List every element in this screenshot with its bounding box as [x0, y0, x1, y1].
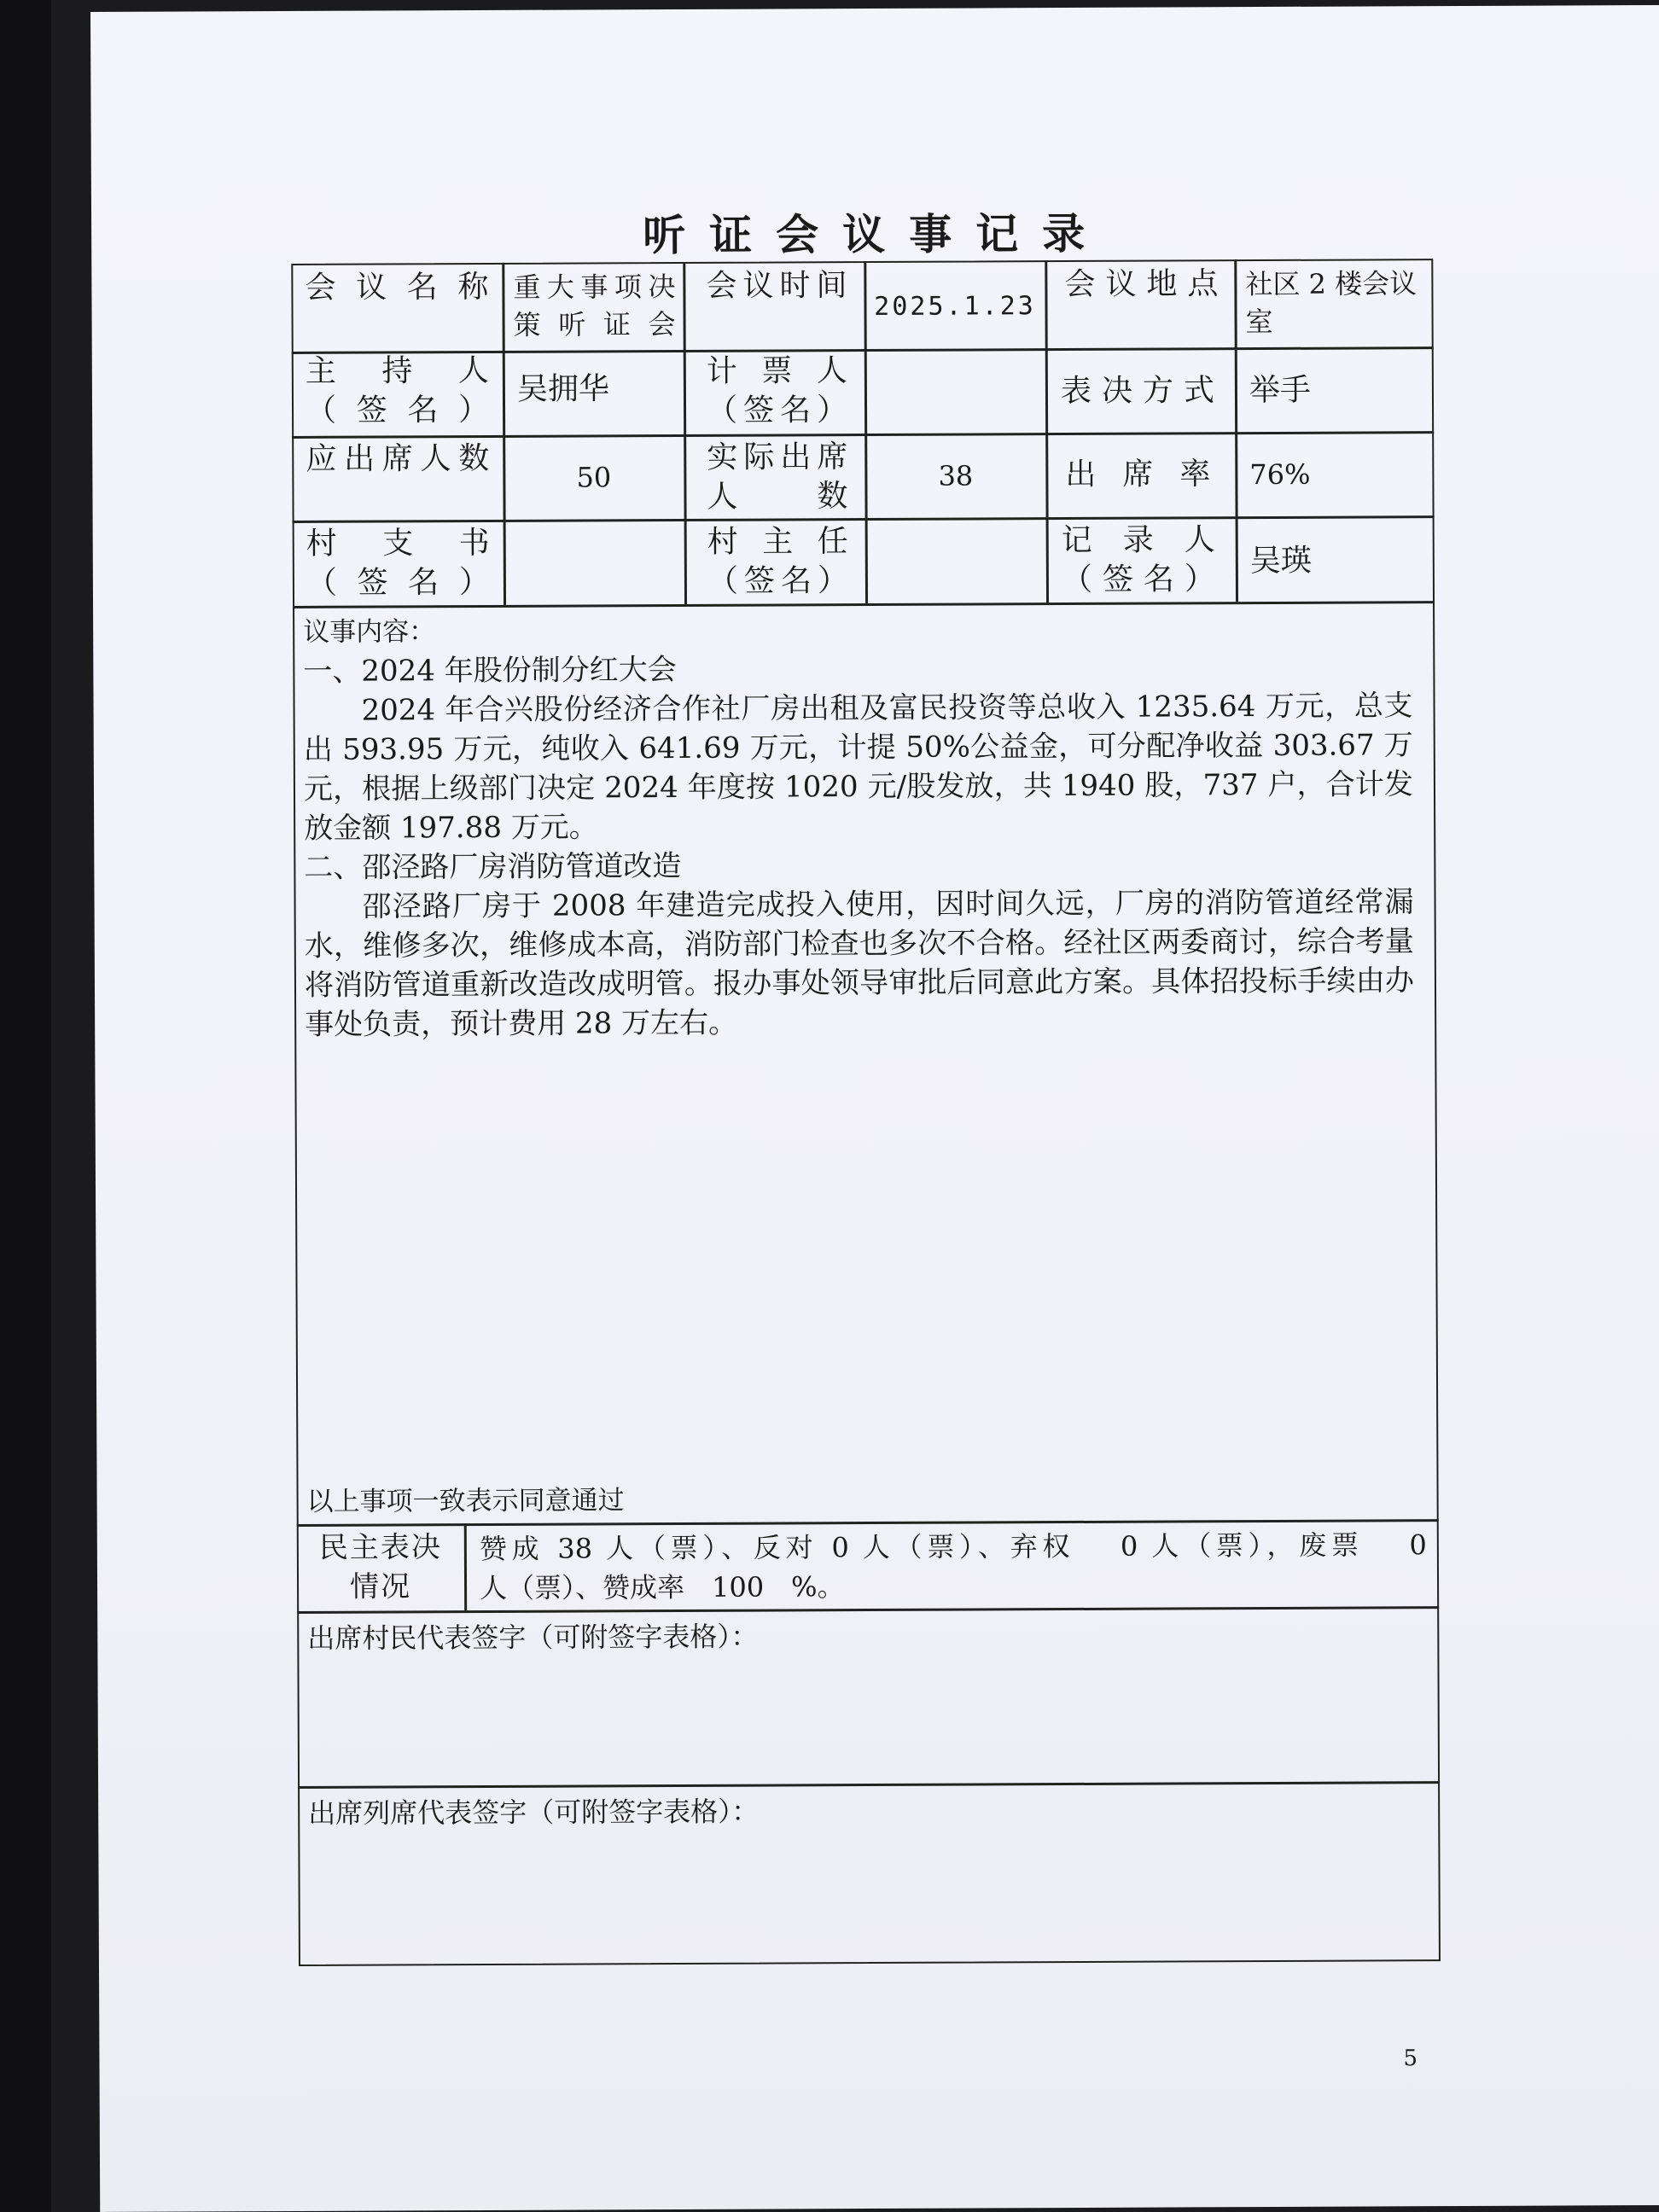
villager-representatives-signature-label: 出席村民代表签字（可附签字表格）： — [307, 1620, 759, 1655]
meeting-time-value: 2025.1.23 — [874, 291, 1036, 322]
party-secretary-label: 村支书 — [306, 525, 490, 562]
recorder-sign-label: （签名） — [1061, 562, 1216, 598]
village-director-sign-label: （签名） — [707, 563, 849, 599]
document-title: 听证会议事记录 — [643, 207, 1109, 261]
expected-attendance-label: 应出席人数 — [306, 440, 490, 477]
vote-result-line-1: 赞成 38 人（票）、反对 0 人（票）、弃权 0 人（票），废票 0 — [479, 1528, 1427, 1566]
meeting-place-label: 会议地点 — [1064, 266, 1219, 303]
actual-attendance-value: 38 — [938, 459, 974, 492]
item-1-body: 2024 年合兴股份经济合作社厂房出租及富民投资等总收入 1235.64 万元，总支出 593.95 万元，纯收入 641.69 万元，计提 50%公益金，可分配净收益 303.67 万元，根据上级部门决定 2024 年度按 1020 元/股发放，共 1940 股，737 户，合计发放金额 197.88 万元。 — [303, 689, 1414, 846]
villager-signature-area[interactable] — [302, 1657, 1434, 1782]
page-number: 5 — [1403, 2046, 1418, 2072]
party-secretary-sign-label: （签名） — [306, 564, 491, 601]
vote-method-value: 举手 — [1249, 372, 1312, 409]
item-1-title: 一、2024 年股份制分红大会 — [303, 653, 677, 689]
background-edge — [0, 0, 51, 2212]
meeting-content — [303, 608, 1414, 1045]
conclusion-text: 以上事项一致表示同意通过 — [306, 1485, 625, 1517]
item-2-title: 二、邵泾路厂房消防管道改造 — [304, 848, 682, 885]
meeting-name-label: 会议名称 — [305, 269, 489, 306]
observer-representatives-signature-label: 出席列席代表签字（可附签字表格）： — [308, 1795, 760, 1830]
item-2-body: 邵泾路厂房于 2008 年建造完成投入使用，因时间久远，厂房的消防管道经常漏水，维修多次，维修成本高，消防部门检查也多次不合格。经社区两委商讨，综合考量将消防管道重新改造改成明管。报办事处领导审批后同意此方案。具体招投标手续由办事处负责，预计费用 28 万左右。 — [304, 885, 1415, 1042]
host-value: 吴拥华 — [516, 371, 610, 407]
vote-method-label: 表决方式 — [1060, 373, 1215, 410]
recorder-value: 吴瑛 — [1249, 543, 1312, 579]
host-label: 主持人 — [305, 352, 489, 389]
attendance-rate-label: 出席率 — [1065, 457, 1211, 493]
host-sign-label: （签名） — [305, 392, 490, 428]
expected-attendance-value: 50 — [576, 461, 612, 494]
document-page — [90, 5, 1659, 2212]
actual-attendance-label: 实际出席人数 — [707, 439, 848, 515]
meeting-place-value: 社区 2 楼会议室 — [1245, 267, 1417, 339]
counter-sign-label: （签名） — [706, 393, 848, 428]
counter-label: 计票人 — [706, 353, 847, 389]
attendance-rate-value: 76% — [1249, 457, 1311, 492]
recorder-label: 记录人 — [1061, 522, 1215, 559]
observer-signature-area[interactable] — [303, 1832, 1435, 1957]
col-divider — [464, 1523, 467, 1610]
vote-result-label: 民主表决情况 — [318, 1530, 442, 1604]
meeting-time-label: 会议时间 — [706, 268, 847, 304]
meeting-name-value: 重大事项决策听证会 — [513, 271, 676, 341]
vote-result-line-2: 人（票）、赞成率 100 %。 — [479, 1570, 845, 1605]
village-director-label: 村主任 — [707, 524, 848, 560]
content-heading: 议事内容： — [303, 616, 436, 648]
